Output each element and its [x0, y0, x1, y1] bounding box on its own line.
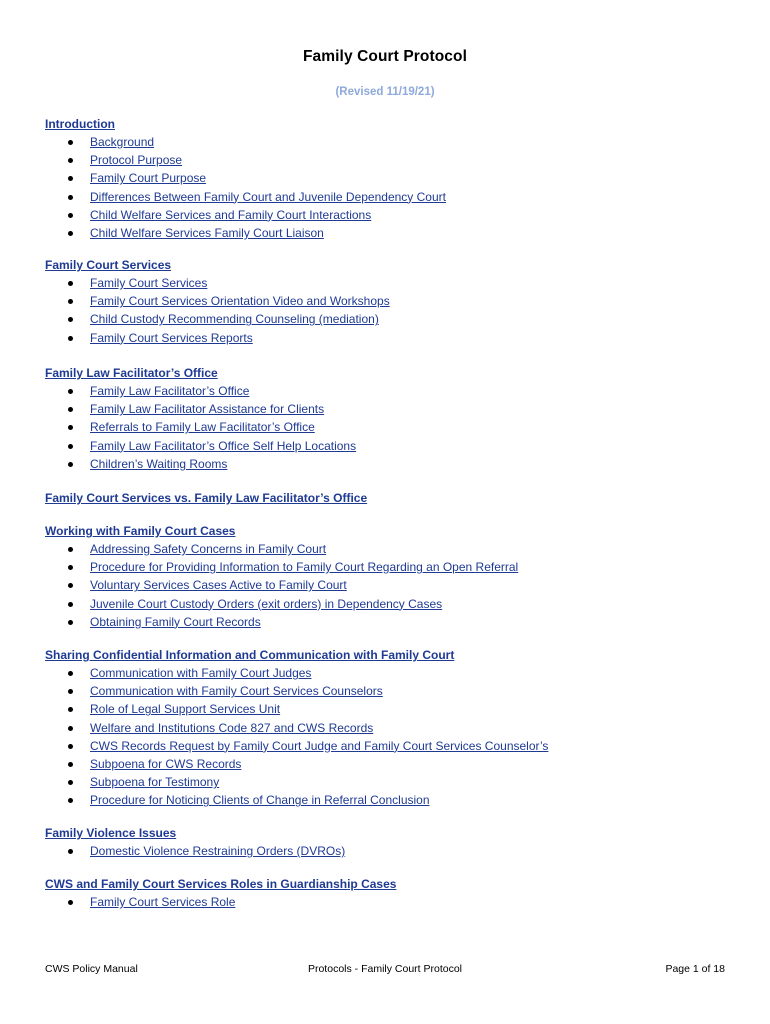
toc-list-item — [45, 893, 735, 911]
bullet-icon — [68, 407, 73, 412]
toc-section — [45, 825, 735, 860]
page-title: Family Court Protocol — [302, 48, 467, 65]
toc-list-item — [45, 169, 735, 187]
toc-list-item — [45, 151, 735, 169]
bullet-icon — [68, 195, 73, 200]
toc-section — [45, 365, 735, 473]
toc-section — [45, 257, 735, 347]
bullet-icon — [68, 140, 73, 145]
toc-item-link[interactable]: Communication with Family Court Judges — [90, 666, 312, 680]
toc-list-item — [45, 188, 735, 206]
toc-list-item — [45, 133, 735, 151]
bullet-icon — [68, 583, 73, 588]
toc-list-item — [45, 682, 735, 700]
section-heading-link[interactable]: Working with Family Court Cases — [45, 524, 236, 538]
toc-list-item — [45, 310, 735, 328]
bullet-icon — [68, 547, 73, 552]
toc-list-item — [45, 206, 735, 224]
bullet-icon — [68, 689, 73, 694]
revised-date: (Revised 11/19/21) — [335, 86, 435, 98]
toc-item-link[interactable]: Child Custody Recommending Counseling (mediation) — [90, 312, 379, 327]
bullet-icon — [68, 780, 73, 785]
footer-manual-name: CWS Policy Manual — [45, 963, 138, 975]
toc-list-item — [45, 455, 735, 473]
toc-section — [45, 523, 735, 631]
toc-item-link[interactable]: Referrals to Family Law Facilitator’s Office — [90, 420, 315, 435]
toc-item-link[interactable]: Addressing Safety Concerns in Family Court — [90, 542, 327, 556]
bullet-icon — [68, 425, 73, 430]
bullet-icon — [68, 299, 73, 304]
toc-item-link[interactable]: Family Law Facilitator’s Office — [90, 384, 250, 398]
toc-list-item — [45, 292, 735, 310]
bullet-icon — [68, 336, 73, 341]
toc-list-item — [45, 664, 735, 682]
toc-list — [45, 664, 735, 810]
section-heading-link[interactable]: Sharing Confidential Information and Communication with Family Court — [45, 648, 455, 662]
toc-list-item — [45, 700, 735, 718]
toc-list — [45, 274, 735, 347]
toc-item-link[interactable]: Subpoena for Testimony — [90, 775, 220, 790]
bullet-icon — [68, 900, 73, 905]
section-heading-link[interactable]: CWS and Family Court Services Roles in Guardianship Cases — [45, 877, 397, 891]
bullet-icon — [68, 176, 73, 181]
toc-item-link[interactable]: Domestic Violence Restraining Orders (DVROs) — [90, 844, 346, 858]
bullet-icon — [68, 762, 73, 767]
toc-item-link[interactable]: Subpoena for CWS Records — [90, 756, 242, 771]
footer-section-name: Protocols - Family Court Protocol — [307, 963, 463, 975]
toc-item-link[interactable]: Procedure for Providing Information to Family Court Regarding an Open Referral — [90, 560, 519, 575]
toc-item-link[interactable]: Family Law Facilitator’s Office Self Help Locations — [90, 438, 357, 453]
bullet-icon — [68, 444, 73, 449]
toc-item-link[interactable]: Family Court Services Reports — [90, 330, 253, 345]
toc-item-link[interactable]: Differences Between Family Court and Juvenile Dependency Court — [90, 189, 446, 204]
section-heading-link[interactable]: Family Court Services vs. Family Law Facilitator’s Office — [45, 491, 368, 505]
toc-list-item — [45, 400, 735, 418]
bullet-icon — [68, 849, 73, 854]
bullet-icon — [68, 462, 73, 467]
toc-list-item — [45, 842, 735, 860]
toc-item-link[interactable]: Family Court Services Role — [90, 895, 236, 909]
section-heading-link[interactable]: Family Law Facilitator’s Office — [45, 366, 218, 380]
bullet-icon — [68, 231, 73, 236]
section-heading-link[interactable]: Introduction — [45, 117, 115, 131]
bullet-icon — [68, 565, 73, 570]
section-heading-link[interactable]: Family Court Services — [45, 258, 172, 272]
toc-list-item — [45, 274, 735, 292]
toc-list-item — [45, 576, 735, 594]
toc-item-link[interactable]: Juvenile Court Custody Orders (exit orders) in Dependency Cases — [90, 596, 443, 611]
bullet-icon — [68, 707, 73, 712]
toc-item-link[interactable]: Child Welfare Services Family Court Liaison — [90, 225, 324, 240]
bullet-icon — [68, 726, 73, 731]
toc-item-link[interactable]: Obtaining Family Court Records — [90, 614, 261, 629]
bullet-icon — [68, 620, 73, 625]
toc-list-item — [45, 595, 735, 613]
toc-list-item — [45, 224, 735, 242]
bullet-icon — [68, 389, 73, 394]
section-heading-link[interactable]: Family Violence Issues — [45, 826, 177, 840]
toc-list — [45, 540, 735, 631]
toc-item-link[interactable]: Communication with Family Court Services Counselors — [90, 684, 383, 699]
toc-list-item — [45, 719, 735, 737]
toc-item-link[interactable]: Welfare and Institutions Code 827 and CWS Records — [90, 720, 374, 735]
toc-item-link[interactable]: Background — [90, 135, 155, 149]
toc-list-item — [45, 613, 735, 631]
toc-item-link[interactable]: Children’s Waiting Rooms — [90, 456, 228, 471]
toc-item-link[interactable]: Child Welfare Services and Family Court Interactions — [90, 207, 372, 222]
toc-list-item — [45, 791, 735, 809]
toc-list-item — [45, 418, 735, 436]
toc-list-item — [45, 540, 735, 558]
toc-list — [45, 893, 735, 911]
bullet-icon — [68, 281, 73, 286]
toc-list-item — [45, 382, 735, 400]
toc-item-link[interactable]: CWS Records Request by Family Court Judge and Family Court Services Counselor’s — [90, 738, 549, 753]
toc-item-link[interactable]: Procedure for Noticing Clients of Change in Referral Conclusion — [90, 793, 430, 808]
bullet-icon — [68, 602, 73, 607]
toc-section — [45, 490, 735, 507]
toc-section — [45, 647, 735, 810]
bullet-icon — [68, 158, 73, 163]
bullet-icon — [68, 213, 73, 218]
toc-list-item — [45, 755, 735, 773]
toc-list-item — [45, 773, 735, 791]
toc-item-link[interactable]: Family Court Services — [90, 276, 208, 290]
bullet-icon — [68, 671, 73, 676]
toc-list-item — [45, 437, 735, 455]
toc-item-link[interactable]: Family Court Purpose — [90, 171, 207, 186]
toc-item-link[interactable]: Protocol Purpose — [90, 153, 183, 168]
bullet-icon — [68, 744, 73, 749]
toc-section — [45, 116, 735, 242]
toc-item-link[interactable]: Family Law Facilitator Assistance for Clients — [90, 402, 325, 417]
toc-section — [45, 876, 735, 911]
toc-item-link[interactable]: Voluntary Services Cases Active to Family Court — [90, 578, 347, 593]
toc-list-item — [45, 558, 735, 576]
bullet-icon — [68, 798, 73, 803]
bullet-icon — [68, 317, 73, 322]
toc-list — [45, 842, 735, 860]
toc-list — [45, 133, 735, 242]
toc-item-link[interactable]: Role of Legal Support Services Unit — [90, 702, 281, 717]
toc-item-link[interactable]: Family Court Services Orientation Video and Workshops — [90, 294, 390, 309]
toc-list — [45, 382, 735, 473]
toc-list-item — [45, 329, 735, 347]
toc-list-item — [45, 737, 735, 755]
footer-page-number: Page 1 of 18 — [665, 963, 725, 975]
